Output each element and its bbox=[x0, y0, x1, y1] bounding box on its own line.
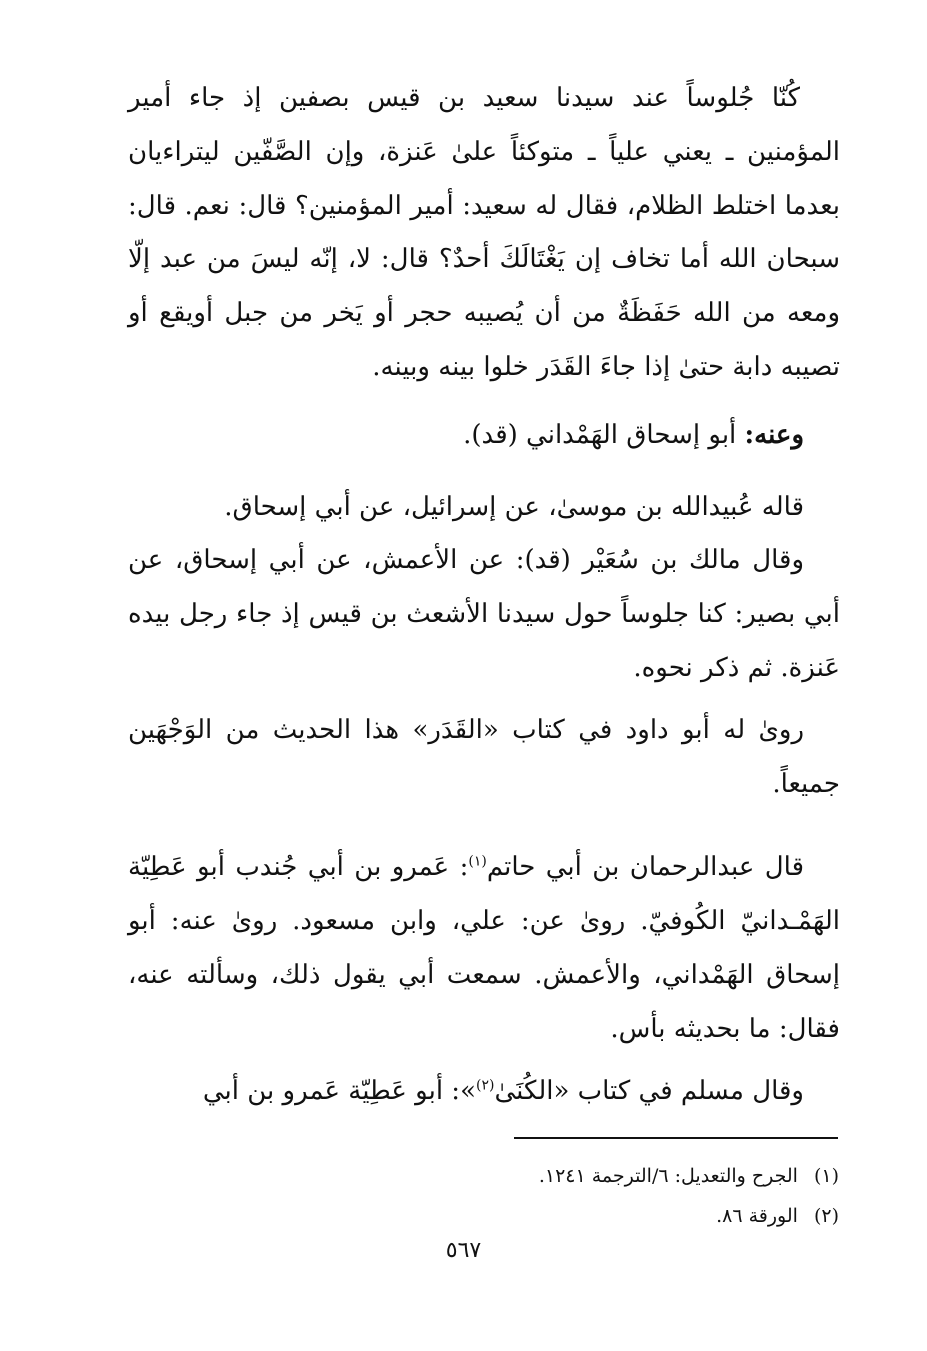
paragraph-7-start: وقال مسلم في كتاب «الكُنَىٰ bbox=[494, 1075, 804, 1106]
footnote-2 bbox=[339, 1196, 839, 1236]
footnote-ref-2: (٢) bbox=[475, 1076, 495, 1093]
paragraph-7-rest: »: أبو عَطِيّة عَمرو بن أبي bbox=[202, 1075, 476, 1106]
paragraph-6-start: قال عبدالرحمان بن أبي حاتم bbox=[486, 852, 804, 883]
paragraph-4: وقال مالك بن سُعَيْر (قد): عن الأعمش، عن أبي إسحاق، عن أبي بصير: كنا جلوساً حول سيدنا الأشعث بن قيس إذ جاء رجل بيده عَنزة. ثم ذكر نحوه. bbox=[128, 545, 840, 683]
footnote-1-number: (١) bbox=[813, 1165, 839, 1187]
footnote-2-text: الورقة ٨٦. bbox=[716, 1205, 798, 1227]
paragraph-7 bbox=[128, 1065, 840, 1119]
footnote-2-number: (٢) bbox=[813, 1205, 839, 1227]
footnote-divider bbox=[514, 1137, 838, 1139]
paragraph-1: كُنّا جُلوساً عند سيدنا سعيد بن قيس بصفين إذ جاء أمير المؤمنين ـ يعني علياً ـ متوكئاً علىٰ عَنزة، وإن الصَّفّين ليتراءيان بعدما اختلط الظلام، فقال له سعيد: أمير المؤمنين؟ قال: نعم. قال: سبحان الله أما تخاف إن يَغْتَالَكَ أحدٌ؟ قال: لا، إنّه ليسَ من عبد إلّا ومعه من الله حَفَظَةٌ من أن يُصيبه حجر أو يَخر من جبل أويقع أو تصيبه دابة حتىٰ إذا جاءَ القَدَر خلوا بينه وبينه. bbox=[128, 83, 840, 382]
page-number: ٥٦٧ bbox=[445, 1238, 482, 1263]
paragraph-2-text: أبو إسحاق الهَمْداني (قد). bbox=[463, 419, 745, 450]
paragraph-6-rest: : عَمرو بن أبي جُندب أبو عَطِيّة الهَمْـدانيّ الكُوفيّ. روىٰ عن: علي، وابن مسعود. روىٰ عنه: أبو إسحاق الهَمْداني، والأعمش. سمعت أبي يقول ذلك، وسألته عنه، فقال: ما بحديثه بأس. bbox=[128, 852, 840, 1044]
paragraph-2 bbox=[128, 409, 840, 463]
paragraph-2-label: وعنه: bbox=[744, 419, 804, 450]
footnote-1 bbox=[339, 1156, 839, 1196]
main-text bbox=[128, 72, 840, 1118]
footnote-ref-1: (١) bbox=[468, 853, 487, 870]
footnotes bbox=[339, 1156, 839, 1236]
paragraph-6 bbox=[128, 841, 840, 1056]
paragraph-5: روىٰ له أبو داود في كتاب «القَدَر» هذا الحديث من الوَجْهَين جميعاً. bbox=[128, 714, 840, 799]
footnote-1-text: الجرح والتعديل: ٦/الترجمة ١٢٤١. bbox=[538, 1165, 798, 1187]
paragraph-3: قاله عُبيدالله بن موسىٰ، عن إسرائيل، عن أبي إسحاق. bbox=[224, 491, 804, 522]
